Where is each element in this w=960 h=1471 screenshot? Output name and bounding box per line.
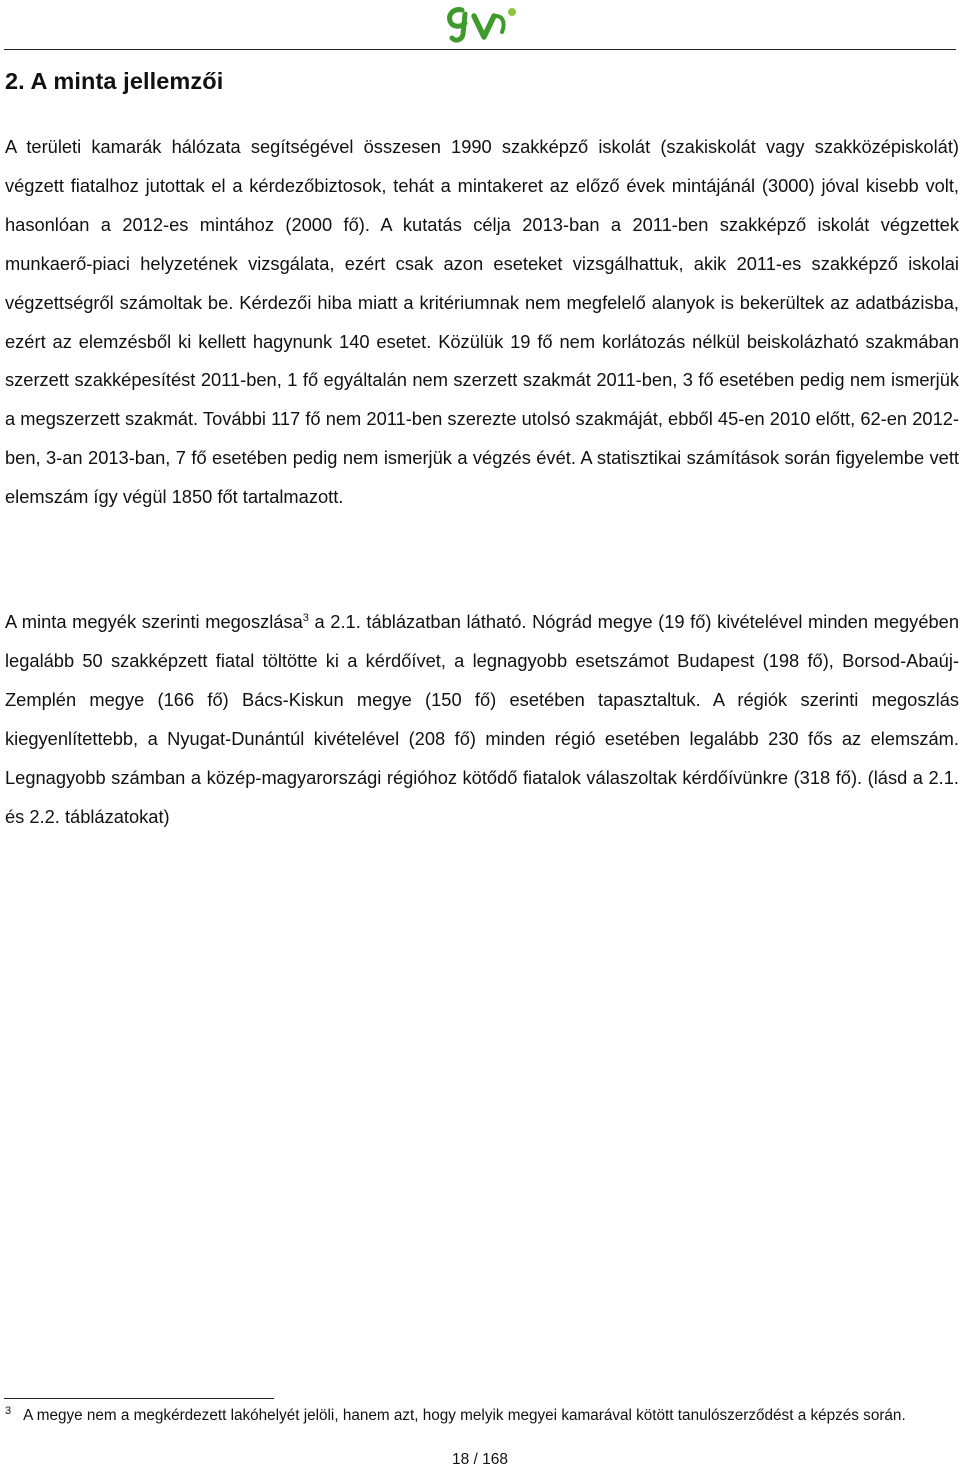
- paragraph-sample-description: A területi kamarák hálózata segítségével összesen 1990 szakképző iskolát (szakiskolát vagy szakközépiskolát) végzett fiatalhoz jutottak el a kérdezőbiztosok, tehát a mintakeret az előző évek mintájánál (3000) jóval kisebb volt, hasonlóan a 2012-es mintához (2000 fő). A kutatás célja 2013-ban a 2011-ben szakképző iskolát végzettek munkaerő-piaci helyzetének vizsgálata, ezért csak azon eseteket vizsgálhattuk, akik 2011-es szakképző iskolai végzettségről számoltak be. Kérdezői hiba miatt a kritériumnak nem megfelelő alanyok is bekerültek az adatbázisba, ezért az elemzésből ki kellett hagynunk 140 esetet. Közülük 19 fő nem korlátozás nélkül beiskolázható szakmában szerzett szakképesítést 2011-ben, 1 fő egyáltalán nem szerzett szakmát 2011-ben, 3 fő esetében pedig nem ismerjük a megszerzett szakmát. További 117 fő nem 2011-ben szerezte utolsó szakmáját, ebből 45-en 2010 előtt, 62-en 2012-ben, 3-an 2013-ban, 7 fő esetében pedig nem ismerjük a végzés évét. A statisztikai számítások során figyelembe vett elemszám így végül 1850 főt tartalmazott.: [5, 136, 959, 508]
- header-divider: [4, 49, 956, 50]
- paragraph-text-start: A minta megyék szerinti megoszlása: [5, 611, 303, 632]
- footnote-text: A megye nem a megkérdezett lakóhelyét jelöli, hanem azt, hogy melyik megyei kamarával kötött tanulószerződést a képzés során.: [23, 1407, 906, 1424]
- page-number: 18 / 168: [451, 1451, 509, 1468]
- paragraph-text-end: a 2.1. táblázatban látható. Nógrád megye (19 fő) kivételével minden megyében legalább 50 szakképzett fiatal töltötte ki a kérdőívet, a legnagyobb esetszámot Budapest (198 fő), Borsod-Abaúj-Zemplén megye (166 fő) Bács-Kiskun megye (150 fő) esetében tapasztaltuk. A régiók szerinti megoszlás kiegyenlítettebb, a Nyugat-Dunántúl kivételével (208 fő) minden régió esetében legalább 230 fős az elemszám. Legnagyobb számban a közép-magyarországi régióhoz kötődő fiatalok válaszoltak kérdőívünkre (318 fő). (lásd a 2.1. és 2.2. táblázatokat): [5, 611, 959, 827]
- gv-logo-icon: [444, 4, 520, 46]
- section-title: 2. A minta jellemzői: [5, 68, 224, 94]
- paragraph-county-distribution: [5, 603, 959, 836]
- footnote-divider: [4, 1398, 274, 1399]
- footnote-reference[interactable]: 3: [302, 612, 309, 624]
- footnote: [5, 1404, 959, 1428]
- footnote-mark: 3: [5, 1405, 12, 1417]
